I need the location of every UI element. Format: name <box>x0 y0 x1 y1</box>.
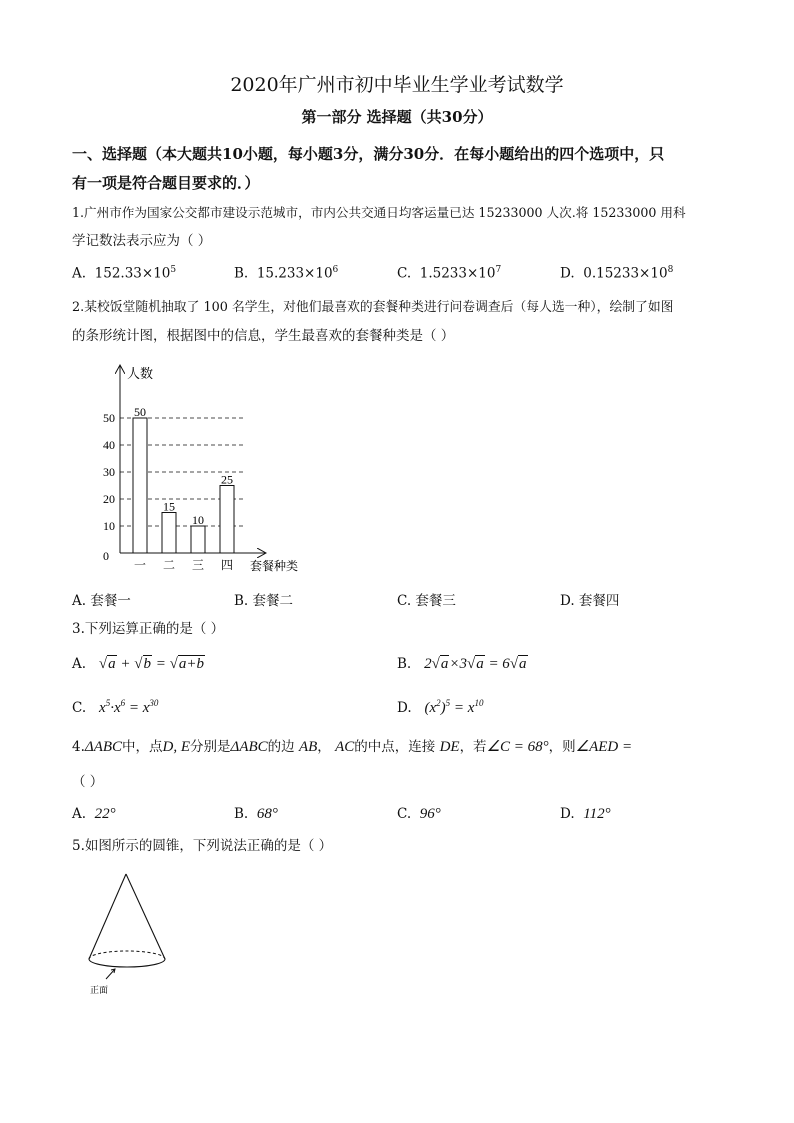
option-label: B. <box>234 265 249 282</box>
operator: + <box>120 656 131 672</box>
bar <box>162 513 176 554</box>
y-tick-label: 0 <box>103 549 109 563</box>
x-axis-label: 套餐种类 <box>250 559 299 573</box>
front-arrow-line <box>106 969 115 979</box>
q4-line-2: （ ） <box>72 774 104 790</box>
operator: = <box>155 656 166 672</box>
x-category-label: 三 <box>191 558 205 572</box>
y-tick-label: 40 <box>103 438 115 452</box>
y-tick-label: 20 <box>103 492 115 506</box>
option-exponent: 7 <box>495 265 502 275</box>
option-text: 152.33×10 <box>94 265 171 282</box>
operator: ×3 <box>449 656 467 672</box>
cone-right-edge <box>126 874 165 959</box>
option-exponent: 8 <box>667 265 674 275</box>
option-label: C. <box>397 265 412 282</box>
q2-option-d: D. 套餐四 <box>560 593 620 609</box>
section-line-1: 一、选择题（本大题共10小题，每小题3分，满分30分．在每小题给出的四个选项中，只 <box>72 145 665 163</box>
option-label: D. <box>397 700 412 716</box>
bar <box>133 418 147 553</box>
question-5-stem: 5.如图所示的圆锥，下列说法正确的是（ ） <box>72 838 333 854</box>
q1-option-a <box>72 265 176 282</box>
section-line-2: 有一项是符合题目要求的．） <box>72 174 260 192</box>
operator: = 6 <box>488 656 510 672</box>
cone-base-front <box>89 959 165 967</box>
question-4 <box>72 733 722 796</box>
doc-title: 2020年广州市初中毕业生学业考试数学 <box>230 74 564 96</box>
q4-option-c: C. 96° <box>397 806 441 822</box>
q3-option-b: B. 2√a×3√a = 6√a <box>397 656 527 672</box>
y-tick-label: 50 <box>103 411 115 425</box>
section-heading <box>72 140 722 198</box>
coefficient: 2 <box>424 656 432 672</box>
bar <box>220 486 234 554</box>
q3-option-a: A. √a + √b = √a+b <box>72 656 204 672</box>
y-tick-label: 10 <box>103 519 115 533</box>
radicand: a <box>440 656 449 672</box>
question-3-stem: 3.下列运算正确的是（ ） <box>72 621 225 637</box>
q3-option-c: C. $x^5\cdot x^6 = x^{30}$ <box>72 698 159 716</box>
x-category-label: 二 <box>162 558 176 572</box>
q2-option-c: C. 套餐三 <box>397 593 456 609</box>
y-axis-label: 人数 <box>127 367 154 382</box>
question-2 <box>72 294 722 350</box>
cone-base-back <box>89 951 165 959</box>
q4-line-1: 4.ΔABC中，点D, E分别是ΔABC的边 AB， AC的中点，连接 DE，若∠C = 68°，则∠AED = <box>72 739 633 755</box>
option-text: 0.15233×10 <box>583 265 668 282</box>
cone-left-edge <box>89 874 126 959</box>
q1-option-b <box>234 265 338 282</box>
option-label: A. <box>72 265 87 282</box>
x-category-label: 一 <box>133 558 147 572</box>
bar-data-label: 25 <box>221 472 233 487</box>
front-label: 正面 <box>90 986 109 996</box>
q4-option-d: D. 112° <box>560 806 611 822</box>
bar-data-label: 50 <box>134 405 146 419</box>
question-1 <box>72 199 722 255</box>
x-category-label: 四 <box>220 558 234 572</box>
q2-option-b: B. 套餐二 <box>234 593 294 609</box>
option-label: D. <box>560 265 575 282</box>
option-exponent: 5 <box>170 265 177 275</box>
option-label: B. <box>397 656 412 672</box>
q2-option-a: A. 套餐一 <box>72 593 131 609</box>
q3-option-d: D. $(x^2)^5 = x^{10}$ <box>397 698 484 716</box>
radicand: a <box>476 656 484 672</box>
bar <box>191 526 205 553</box>
bar-data-label: 10 <box>192 513 204 527</box>
bar-data-label: 15 <box>163 499 175 514</box>
radicand: a+b <box>178 656 204 672</box>
option-label: C. <box>72 700 87 716</box>
radicand: a <box>108 656 116 672</box>
option-label: A. <box>72 656 87 672</box>
cone-figure <box>80 870 190 1000</box>
bar-chart <box>95 360 325 580</box>
option-text: 1.5233×10 <box>419 265 496 282</box>
radicand: b <box>143 656 152 672</box>
q2-line-1: 2.某校饭堂随机抽取了 100 名学生，对他们最喜欢的套餐种类进行问卷调查后（每人选一种），绘制了如图 <box>72 300 674 315</box>
radicand: a <box>519 656 527 672</box>
part-heading: 第一部分 选择题（共30分） <box>301 108 493 126</box>
q4-option-b: B. 68° <box>234 806 278 822</box>
y-tick-label: 30 <box>103 465 115 479</box>
q4-option-a: A. 22° <box>72 806 116 822</box>
option-exponent: 6 <box>332 265 339 275</box>
q1-line-2: 学记数法表示应为（ ） <box>72 233 212 249</box>
q1-line-1: 1.广州市作为国家公交都市建设示范城市，市内公共交通日均客运量已达 15233000 人次.将 15233000 用科 <box>72 205 686 220</box>
q1-option-c <box>397 265 501 282</box>
q2-line-2: 的条形统计图，根据图中的信息，学生最喜欢的套餐种类是（ ） <box>72 328 455 344</box>
option-text: 15.233×10 <box>256 265 333 282</box>
q1-option-d <box>560 265 673 282</box>
